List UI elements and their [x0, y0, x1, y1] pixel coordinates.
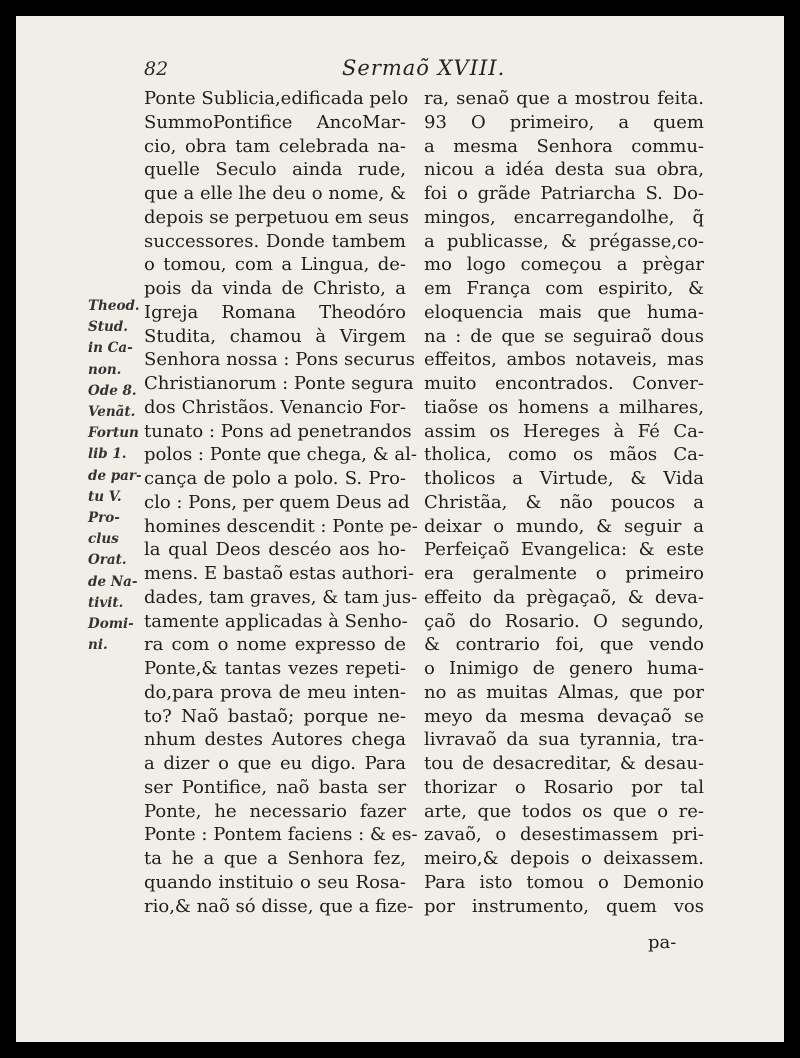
page-number: 82	[144, 58, 169, 80]
margin-note-line: de Na-	[88, 573, 138, 590]
book-page	[16, 16, 784, 1042]
left-text-column	[144, 87, 418, 918]
text-line: Igreja Romana Theodóro	[144, 301, 406, 323]
text-line: mens. E bastaõ estas authori-	[144, 563, 415, 584]
text-line: successores. Donde tambem	[144, 230, 406, 252]
margin-note-line: Venãt.	[88, 404, 136, 421]
margin-note-line: Stud.	[88, 319, 128, 336]
text-line: cança de polo a polo. S. Pro-	[144, 468, 406, 489]
text-line: & contrario foi, que vendo	[424, 634, 704, 656]
text-line: Ponte : Pontem faciens : & es-	[144, 824, 418, 846]
text-line: tunato : Pons ad penetrandos	[144, 420, 412, 442]
margin-note-line: in Ca-	[88, 340, 133, 357]
text-line: Christianorum : Ponte segura	[144, 373, 414, 394]
text-line: eloquencia mais que huma-	[424, 301, 704, 323]
margin-note-line: Fortun	[88, 425, 139, 442]
text-line: 93 O primeiro, a quem	[424, 111, 704, 133]
text-line: nhum destes Autores chega	[144, 729, 406, 751]
margin-note-line: Theod.	[88, 298, 140, 314]
text-line: Christãa, & não poucos a	[424, 491, 704, 513]
text-line: Senhora nossa : Pons securus	[144, 349, 415, 371]
text-line: tiaõse os homens a milhares,	[424, 396, 704, 418]
text-line: na : de que se seguiraõ dous	[424, 325, 704, 347]
text-line: o tomou, com a Lingua, de-	[144, 254, 406, 276]
text-line: era geralmente o primeiro	[424, 563, 704, 584]
text-line: dades, tam graves, & tam jus-	[144, 586, 418, 608]
margin-note-line: non.	[88, 361, 122, 378]
text-line: pois da vinda de Christo, a	[144, 278, 406, 299]
text-line: a dizer o que eu digo. Para	[144, 753, 406, 774]
text-line: ser Pontifice, naõ basta ser	[144, 776, 406, 798]
text-line: Ponte Sublicia,edificada pelo	[144, 88, 409, 109]
text-line: meyo da mesma devaçaõ se	[424, 705, 704, 727]
running-head: Sermaõ XVIII.	[342, 56, 506, 80]
text-line: zavaõ, o desestimassem pri-	[424, 824, 704, 846]
text-line: meiro,& depois o deixassem.	[424, 848, 704, 869]
text-line: ra com o nome expresso de	[144, 634, 406, 656]
margin-note-line: Ode 8.	[88, 382, 137, 399]
margin-note-line: clus	[88, 531, 119, 548]
margin-note-line: ni.	[88, 637, 108, 654]
text-line: mo logo começou a prègar	[424, 254, 704, 276]
catchword: pa-	[648, 932, 677, 953]
text-line: to? Naõ bastaõ; porque ne-	[144, 705, 406, 727]
text-line: Ponte, he necessario fazer	[144, 800, 406, 822]
margin-note-line: lib 1.	[88, 446, 127, 463]
text-line: o Inimigo de genero huma-	[424, 658, 704, 679]
text-line: cio, obra tam celebrada na-	[144, 135, 406, 157]
text-line: foi o grãde Patriarcha S. Do-	[424, 183, 704, 204]
text-line: rio,& naõ só disse, que a fize-	[144, 895, 414, 917]
margin-notes	[88, 296, 148, 656]
text-line: muito encontrados. Conver-	[424, 373, 704, 394]
text-line: polos : Ponte que chega, & al-	[144, 444, 417, 466]
text-line: mingos, encarregandolhe, q̃	[424, 206, 704, 228]
text-line: do,para prova de meu inten-	[144, 681, 406, 703]
text-line: a publicasse, & prégasse,co-	[424, 230, 704, 252]
text-line: effeito da prègaçaõ, & deva-	[424, 586, 704, 608]
margin-note-line: Domi-	[88, 616, 134, 633]
text-line: depois se perpetuou em seus	[144, 206, 409, 228]
text-line: dos Christãos. Venancio For-	[144, 396, 406, 418]
text-line: Studita, chamou à Virgem	[144, 325, 406, 347]
text-line: tholicos a Virtude, & Vida	[424, 468, 704, 489]
text-line: la qual Deos descéo aos ho-	[144, 539, 406, 561]
text-line: homines descendit : Ponte pe-	[144, 515, 418, 537]
text-line: tholica, como os mãos Ca-	[424, 444, 704, 466]
text-line: deixar o mundo, & seguir a	[424, 515, 704, 537]
text-line: Ponte,& tantas vezes repeti-	[144, 658, 406, 679]
text-line: livravaõ da sua tyrannia, tra-	[424, 729, 704, 751]
text-line: Para isto tomou o Demonio	[424, 871, 704, 893]
text-line: clo : Pons, per quem Deus ad	[144, 491, 410, 513]
margin-note-line: de par-	[88, 467, 142, 484]
text-line: Perfeiçaõ Evangelica: & este	[424, 539, 704, 561]
text-line: ta he a que a Senhora fez,	[144, 848, 406, 869]
text-line: SummoPontifice AncoMar-	[144, 111, 406, 133]
text-line: a mesma Senhora commu-	[424, 135, 704, 157]
margin-note-line: Orat.	[88, 552, 127, 569]
margin-note-line: Pro-	[88, 510, 120, 527]
text-line: quando instituio o seu Rosa-	[144, 871, 406, 893]
text-line: quelle Seculo ainda rude,	[144, 159, 406, 181]
text-line: ra, senaõ que a mostrou feita.	[424, 88, 704, 109]
text-line: effeitos, ambos notaveis, mas	[424, 349, 704, 371]
text-line: thorizar o Rosario por tal	[424, 776, 704, 798]
text-line: nicou a idéa desta sua obra,	[424, 159, 704, 181]
text-line: çaõ do Rosario. O segundo,	[424, 610, 704, 632]
page-header	[16, 56, 784, 86]
text-line: arte, que todos os que o re-	[424, 800, 704, 822]
right-text-column	[424, 87, 704, 918]
text-line: em França com espirito, &	[424, 278, 704, 299]
text-line: assim os Hereges à Fé Ca-	[424, 420, 704, 442]
text-line: que a elle lhe deu o nome, &	[144, 183, 406, 204]
text-line: tamente applicadas à Senho-	[144, 610, 408, 632]
text-line: tou de desacreditar, & desau-	[424, 753, 704, 774]
margin-note-line: tivit.	[88, 594, 124, 611]
margin-note-line: tu V.	[88, 488, 122, 505]
text-line: no as muitas Almas, que por	[424, 681, 704, 703]
text-line: por instrumento, quem vos	[424, 895, 704, 917]
